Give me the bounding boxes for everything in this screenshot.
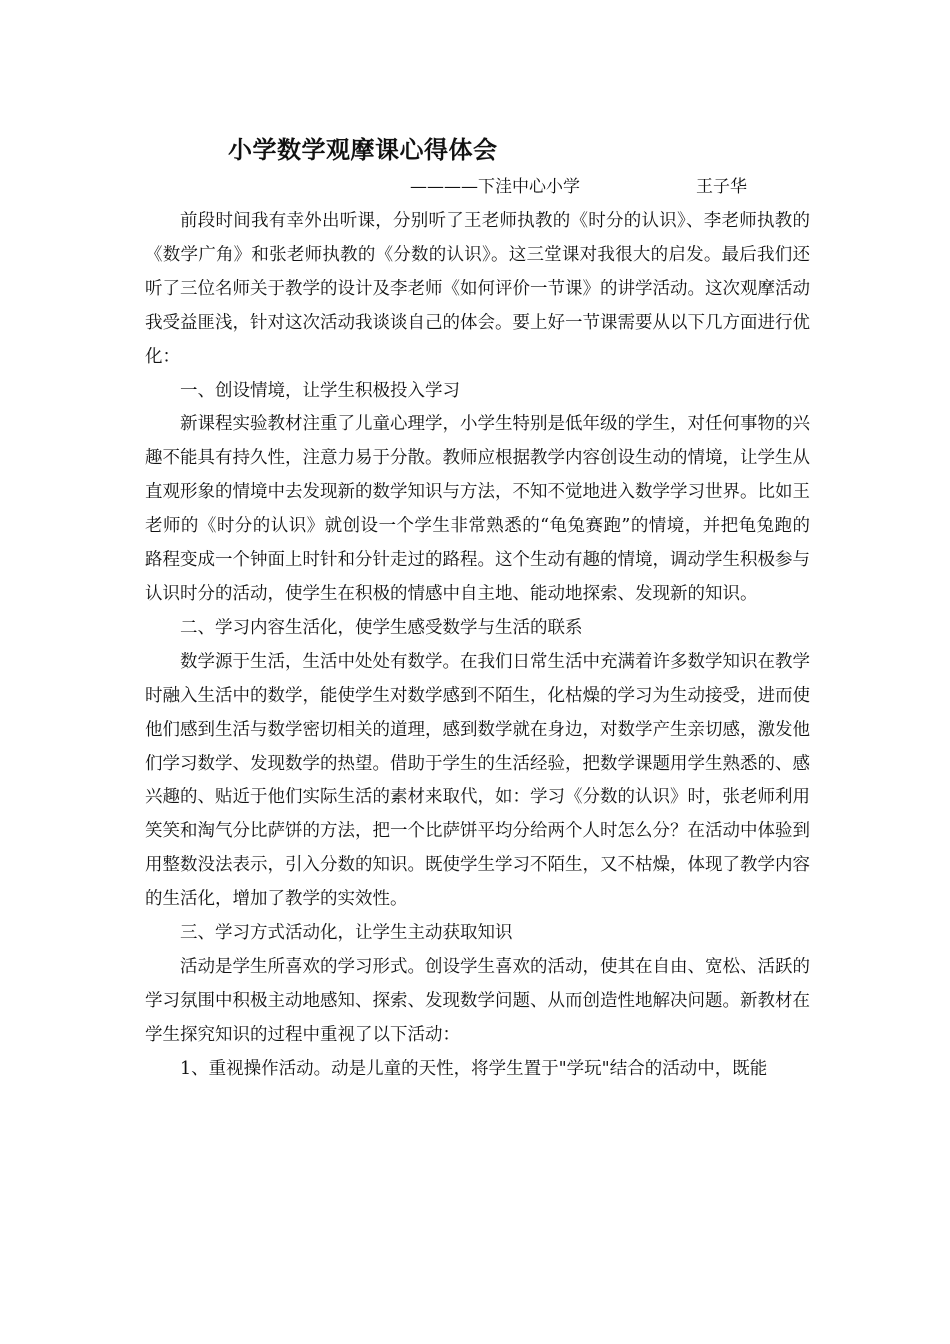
section-heading-3: 三、学习方式活动化，让学生主动获取知识 [180, 923, 513, 944]
paragraph-section-2: 数学源于生活，生活中处处有数学。在我们日常生活中充满着许多数学知识在教学时融入生活中的数学，能使学生对数学感到不陌生，化枯燥的学习为生动接受，进而使他们感到生活与数学密切相关的道理，感到数学就在身边，对数学产生亲切感，激发他们学习数学、发现数学的热望。借助于学生的生活经验，把数学课题用学生熟悉的、感兴趣的、贴近于他们实际生活的素材来取代，如：学习《分数的认识》时，张老师利用笑笑和淘气分比萨饼的方法，把一个比萨饼平均分给两个人时怎么分？在活动中体验到用整数没法表示，引入分数的知识。既使学生学习不陌生，又不枯燥，体现了教学内容的生活化，增加了教学的实效性。 [145, 651, 810, 910]
document-title: 小学数学观摩课心得体会 [228, 135, 498, 164]
byline-school: ————下洼中心小学 [410, 177, 580, 197]
paragraph-section-1: 新课程实验教材注重了儿童心理学，小学生特别是低年级的学生，对任何事物的兴趣不能具有持久性，注意力易于分散。教师应根据教学内容创设生动的情境，让学生从直观形象的情境中去发现新的数学知识与方法，不知不觉地进入数学学习世界。比如王老师的《时分的认识》就创设一个学生非常熟悉的“龟兔赛跑”的情境，并把龟兔跑的路程变成一个钟面上时针和分针走过的路程。这个生动有趣的情境，调动学生积极参与认识时分的活动，使学生在积极的情感中自主地、能动地探索、发现新的知识。 [145, 414, 810, 604]
list-item-1: 1、重视操作活动。动是儿童的天性，将学生置于"学玩"结合的活动中，既能 [180, 1058, 768, 1079]
section-heading-1: 一、创设情境，让学生积极投入学习 [180, 380, 460, 401]
byline-author: 王子华 [696, 177, 747, 197]
byline [410, 174, 747, 200]
paragraph-intro: 前段时间我有幸外出听课，分别听了王老师执教的《时分的认识》、李老师执教的《数学广角》和张老师执教的《分数的认识》。这三堂课对我很大的启发。最后我们还听了三位名师关于教学的设计及李老师《如何评价一节课》的讲学活动。这次观摩活动我受益匪浅，针对这次活动我谈谈自己的体会。要上好一节课需要从以下几方面进行优化： [145, 211, 810, 367]
document-body [145, 205, 810, 1087]
section-heading-2: 二、学习内容生活化，使学生感受数学与生活的联系 [180, 617, 583, 638]
paragraph-section-3: 活动是学生所喜欢的学习形式。创设学生喜欢的活动，使其在自由、宽松、活跃的学习氛围中积极主动地感知、探索、发现数学问题、从而创造性地解决问题。新教材在学生探究知识的过程中重视了以下活动： [145, 956, 810, 1045]
